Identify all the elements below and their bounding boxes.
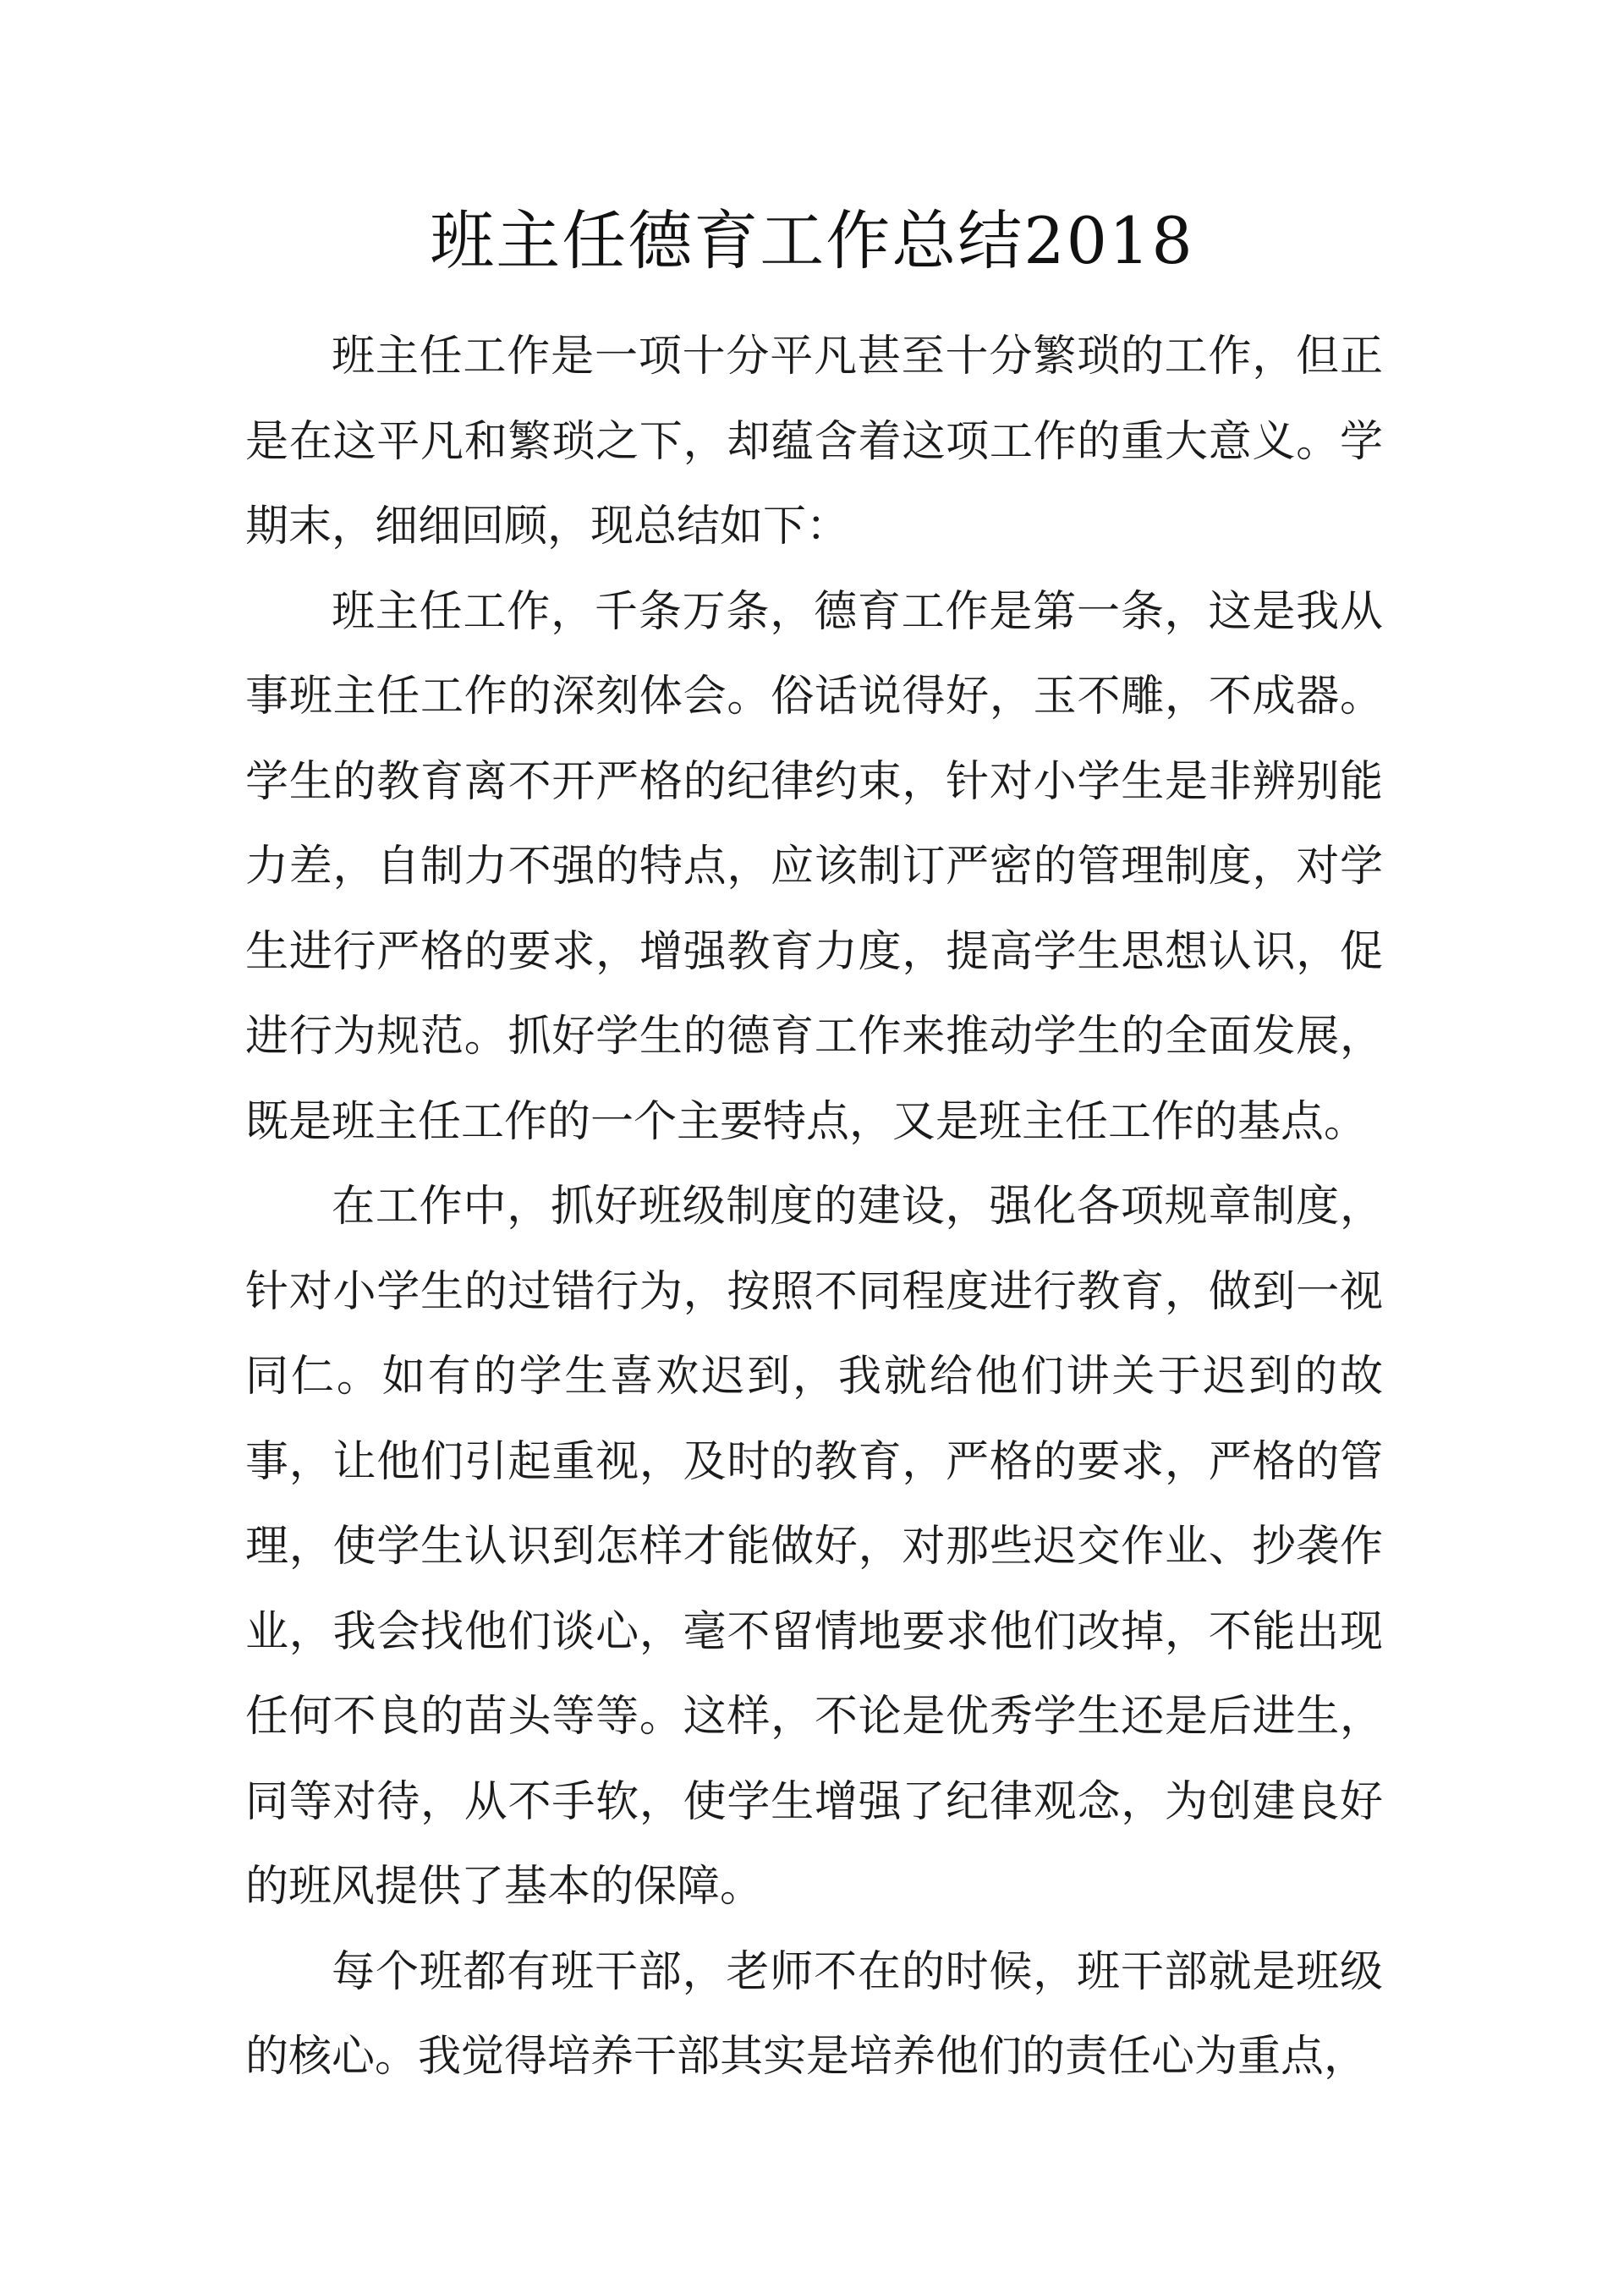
paragraph-moral-education: 班主任工作，千条万条，德育工作是第一条，这是我从事班主任工作的深刻体会。俗话说得好，玉不雕，不成器。学生的教育离不开严格的纪律约束，针对小学生是非辨别能力差，自制力不强的特点，应该制订严密的管理制度，对学生进行严格的要求，增强教育力度，提高学生思想认识，促进行为规范。抓好学生的德育工作来推动学生的全面发展，既是班主任工作的一个主要特点，又是班主任工作的基点。 bbox=[245, 586, 1383, 1147]
paragraph-intro: 班主任工作是一项十分平凡甚至十分繁琐的工作，但正是在这平凡和繁琐之下，却蕴含着这项工作的重大意义。学期末，细细回顾，现总结如下： bbox=[245, 332, 1383, 552]
paragraph-class-rules: 在工作中，抓好班级制度的建设，强化各项规章制度，针对小学生的过错行为，按照不同程度进行教育，做到一视同仁。如有的学生喜欢迟到，我就给他们讲关于迟到的故事，让他们引起重视，及时的教育，严格的要求，严格的管理，使学生认识到怎样才能做好，对那些迟交作业、抄袭作业，我会找他们谈心，毫不留情地要求他们改掉，不能出现任何不良的苗头等等。这样，不论是优秀学生还是后进生，同等对待，从不手软，使学生增强了纪律观念，为创建良好的班风提供了基本的保障。 bbox=[245, 1182, 1383, 1912]
document-title: 班主任德育工作总结2018 bbox=[430, 203, 1194, 278]
paragraph-class-cadres: 每个班都有班干部，老师不在的时候，班干部就是班级的核心。我觉得培养干部其实是培养他们的责任心为重点， bbox=[245, 1946, 1383, 2082]
document-body bbox=[245, 315, 1383, 2100]
